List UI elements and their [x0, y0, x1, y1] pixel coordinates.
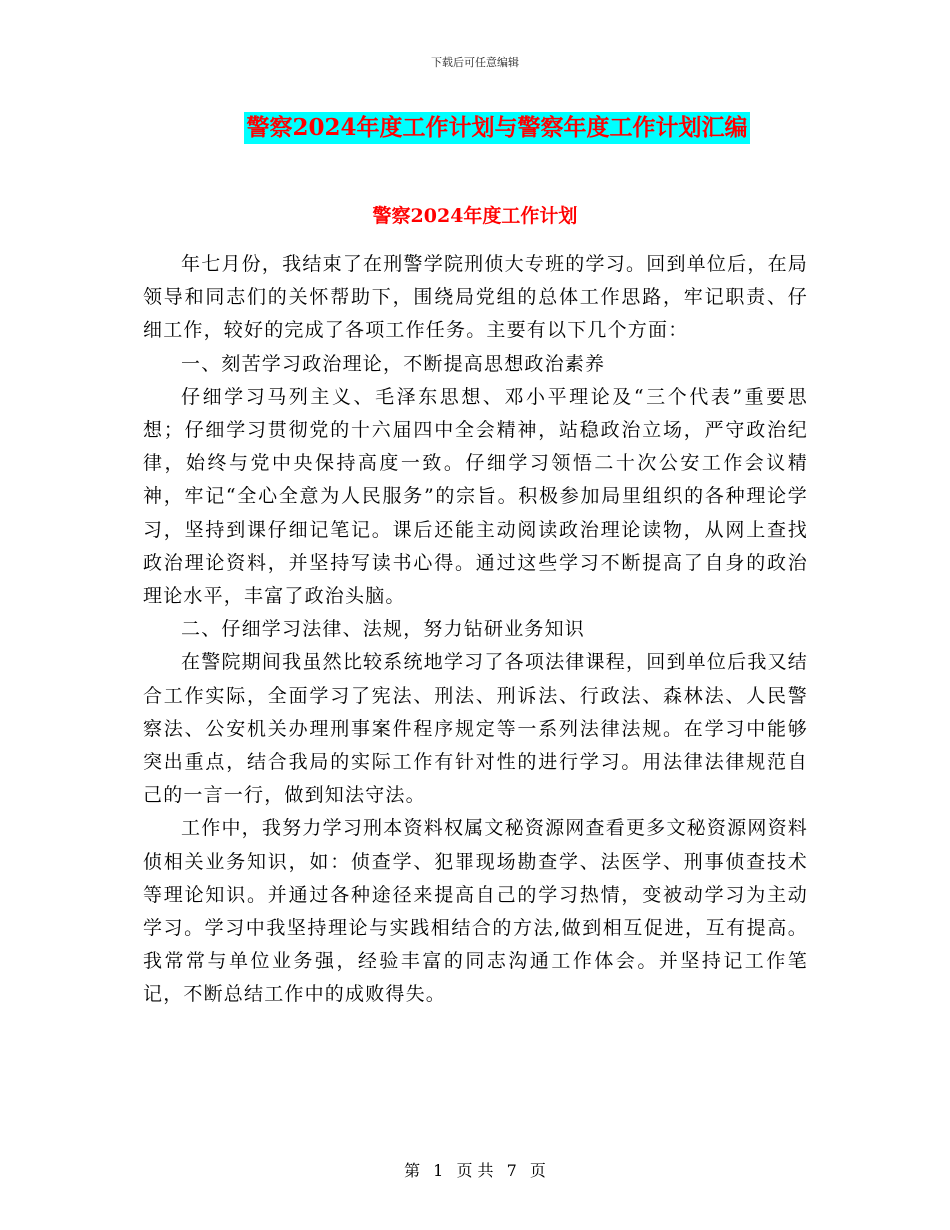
- document-body: [143, 248, 808, 1012]
- footer-page-number: 1: [433, 1161, 444, 1180]
- main-title-wrap: [0, 112, 950, 144]
- paragraph: 在警院期间我虽然比较系统地学习了各项法律课程，回到单位后我又结合工作实际，全面学习了宪法、刑法、刑诉法、行政法、森林法、人民警察法、公安机关办理刑事案件程序规定等一系列法律法规。在学习中能够突出重点，结合我局的实际工作有针对性的进行学习。用法律法律规范自己的一言一行，做到知法守法。: [143, 651, 808, 807]
- section-title: 警察2024年度工作计划: [372, 205, 578, 227]
- paragraph: 工作中，我努力学习刑本资料权属文秘资源网查看更多文秘资源网资料侦相关业务知识，如：侦查学、犯罪现场勘查学、法医学、刑事侦查技术等理论知识。并通过各种途径来提高自己的学习热情，变被动学习为主动学习。学习中我坚持理论与实践相结合的方法,做到相互促进，互有提高。我常常与单位业务强，经验丰富的同志沟通工作体会。并坚持记工作笔记，不断总结工作中的成败得失。: [143, 817, 808, 1006]
- footer-prefix: 第: [404, 1161, 421, 1180]
- paragraph-heading: 二、仔细学习法律、法规，努力钻研业务知识: [181, 618, 586, 641]
- paragraph-heading: 一、刻苦学习政治理论，不断提高思想政治素养: [181, 352, 606, 375]
- paragraph: 年七月份，我结束了在刑警学院刑侦大专班的学习。回到单位后，在局领导和同志们的关怀帮助下，围绕局党组的总体工作思路，牢记职责、仔细工作，较好的完成了各项工作任务。主要有以下几个方面：: [143, 253, 808, 342]
- footer-suffix: 页: [529, 1161, 546, 1180]
- footer-total-pages: 7: [506, 1161, 517, 1180]
- page-footer: [0, 1158, 950, 1181]
- footer-middle: 页 共: [456, 1161, 494, 1180]
- document-title: 警察2024年度工作计划与警察年度工作计划汇编: [244, 112, 749, 144]
- header-note: 下载后可任意编辑: [431, 56, 519, 69]
- paragraph: 仔细学习马列主义、毛泽东思想、邓小平理论及“三个代表”重要思想；仔细学习贯彻党的十六届四中全会精神，站稳政治立场，严守政治纪律，始终与党中央保持高度一致。仔细学习领悟二十次公安工作会议精神，牢记“全心全意为人民服务”的宗旨。积极参加局里组织的各种理论学习，坚持到课仔细记笔记。课后还能主动阅读政治理论读物，从网上查找政治理论资料，并坚持写读书心得。通过这些学习不断提高了自身的政治理论水平，丰富了政治头脑。: [143, 385, 808, 608]
